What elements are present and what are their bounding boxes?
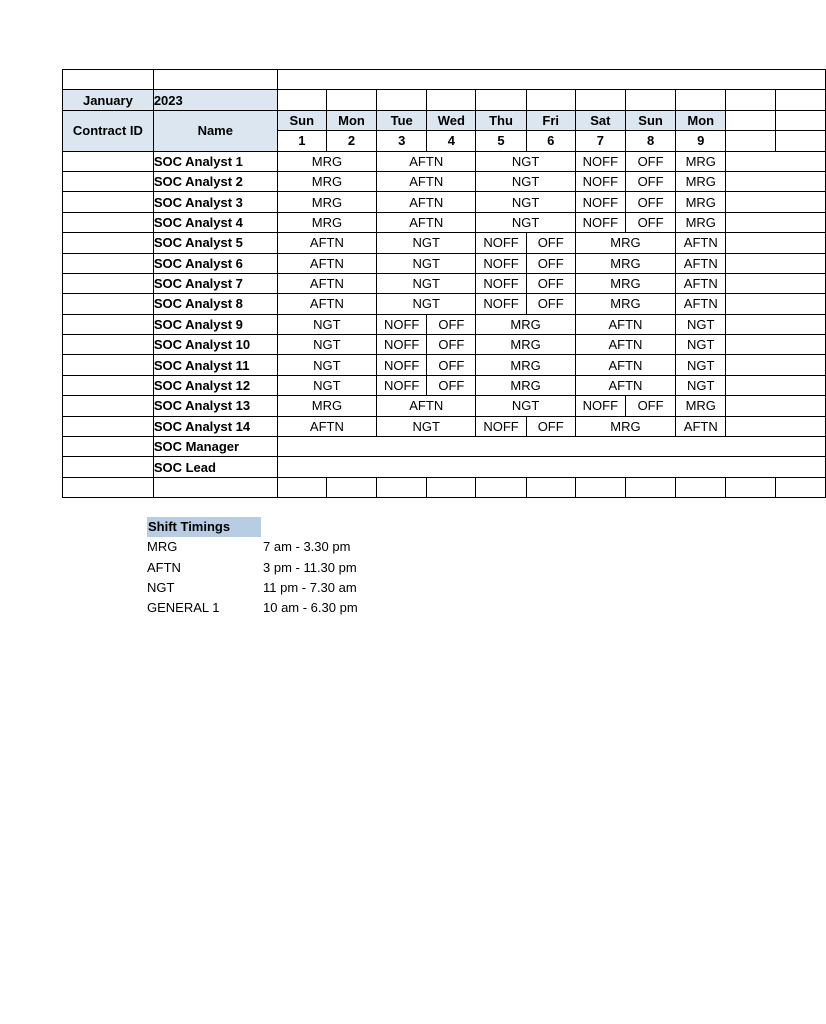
shift-cell: NOFF <box>575 212 625 232</box>
shift-code: MRG <box>147 539 178 555</box>
blank-cell <box>676 90 726 110</box>
shift-cell: NOFF <box>575 192 625 212</box>
blank-cell <box>726 335 826 355</box>
staff-name: SOC Manager <box>153 437 277 457</box>
day-number: 4 <box>427 131 476 151</box>
blank-cell <box>277 70 825 90</box>
contract-id-cell <box>63 375 154 395</box>
staff-row <box>63 212 826 232</box>
shift-cell: MRG <box>575 294 675 314</box>
staff-row <box>63 437 826 457</box>
blank-shift-cell <box>277 437 825 457</box>
blank-cell <box>726 151 826 171</box>
blank-cell <box>726 294 826 314</box>
blank-cell <box>476 477 526 497</box>
blank-cell <box>625 90 675 110</box>
blank-shift-cell <box>277 457 825 477</box>
shift-cell: AFTN <box>676 273 726 293</box>
shift-cell: AFTN <box>377 151 476 171</box>
shift-cell: MRG <box>476 335 575 355</box>
day-number: 2 <box>326 131 376 151</box>
shift-cell: MRG <box>277 212 376 232</box>
blank-cell <box>427 90 476 110</box>
shift-cell: NOFF <box>575 396 625 416</box>
weekday-header: Wed <box>427 110 476 130</box>
shift-cell: NOFF <box>476 294 526 314</box>
shift-cell: MRG <box>575 273 675 293</box>
shift-cell: AFTN <box>676 233 726 253</box>
contract-id-cell <box>63 335 154 355</box>
shift-cell: MRG <box>277 151 376 171</box>
shift-cell: NOFF <box>377 375 427 395</box>
contract-id-cell <box>63 233 154 253</box>
shift-cell: NOFF <box>476 273 526 293</box>
shift-cell: AFTN <box>377 192 476 212</box>
shift-time: 3 pm - 11.30 pm <box>263 559 357 575</box>
shift-cell: MRG <box>676 396 726 416</box>
bottom-blank-row <box>63 477 826 497</box>
day-number: 5 <box>476 131 526 151</box>
shift-cell: MRG <box>676 171 726 191</box>
shift-cell: AFTN <box>277 273 376 293</box>
blank-cell <box>476 90 526 110</box>
blank-cell <box>726 355 826 375</box>
staff-row <box>63 294 826 314</box>
shift-cell: MRG <box>277 396 376 416</box>
blank-cell <box>726 396 826 416</box>
shift-cell: NGT <box>476 192 575 212</box>
blank-cell <box>277 90 326 110</box>
contract-id-cell <box>63 294 154 314</box>
weekday-header: Tue <box>377 110 427 130</box>
top-blank-row <box>63 70 826 90</box>
shift-time: 10 am - 6.30 pm <box>263 600 358 616</box>
shift-cell: AFTN <box>676 253 726 273</box>
shift-cell: AFTN <box>277 416 376 436</box>
staff-row <box>63 314 826 334</box>
staff-name: SOC Analyst 4 <box>153 212 277 232</box>
shift-cell: NGT <box>676 335 726 355</box>
shift-cell: OFF <box>427 375 476 395</box>
staff-row <box>63 335 826 355</box>
shift-cell: AFTN <box>377 171 476 191</box>
shift-cell: OFF <box>526 273 575 293</box>
contract-id-cell <box>63 192 154 212</box>
shift-cell: OFF <box>427 335 476 355</box>
blank-cell <box>726 110 775 130</box>
shift-cell: MRG <box>476 375 575 395</box>
shift-cell: NGT <box>476 151 575 171</box>
staff-row <box>63 355 826 375</box>
staff-name: SOC Analyst 13 <box>153 396 277 416</box>
staff-name: SOC Analyst 14 <box>153 416 277 436</box>
staff-name: SOC Analyst 11 <box>153 355 277 375</box>
shift-cell: NOFF <box>476 233 526 253</box>
weekday-header: Thu <box>476 110 526 130</box>
shift-cell: NGT <box>377 233 476 253</box>
shift-cell: NOFF <box>377 314 427 334</box>
blank-cell <box>63 477 154 497</box>
shift-cell: NGT <box>377 273 476 293</box>
shift-cell: MRG <box>575 416 675 436</box>
shift-time: 11 pm - 7.30 am <box>263 579 357 595</box>
staff-row <box>63 375 826 395</box>
staff-row <box>63 416 826 436</box>
shift-cell: NOFF <box>377 335 427 355</box>
shift-cell: MRG <box>277 171 376 191</box>
roster-table-viewport <box>62 69 718 499</box>
staff-name: SOC Analyst 5 <box>153 233 277 253</box>
blank-cell <box>775 110 825 130</box>
month-row <box>63 90 826 110</box>
staff-row <box>63 253 826 273</box>
contract-id-cell <box>63 253 154 273</box>
blank-cell <box>726 314 826 334</box>
day-number: 7 <box>575 131 625 151</box>
day-number: 9 <box>676 131 726 151</box>
shift-cell: MRG <box>575 233 675 253</box>
shift-cell: NGT <box>476 396 575 416</box>
shift-code: AFTN <box>147 559 181 575</box>
contract-id-cell <box>63 273 154 293</box>
shift-timings-title: Shift Timings <box>147 517 261 537</box>
blank-cell <box>575 477 625 497</box>
shift-cell: OFF <box>526 416 575 436</box>
contract-id-cell <box>63 151 154 171</box>
blank-cell <box>726 233 826 253</box>
weekday-header: Fri <box>526 110 575 130</box>
shift-code: GENERAL 1 <box>147 600 220 616</box>
blank-cell <box>726 171 826 191</box>
weekday-header: Mon <box>676 110 726 130</box>
contract-id-cell <box>63 437 154 457</box>
shift-time: 7 am - 3.30 pm <box>263 539 351 555</box>
contract-id-cell <box>63 355 154 375</box>
staff-name: SOC Analyst 7 <box>153 273 277 293</box>
shift-cell: OFF <box>427 314 476 334</box>
shift-cell: AFTN <box>575 355 675 375</box>
staff-name: SOC Analyst 2 <box>153 171 277 191</box>
blank-cell <box>726 192 826 212</box>
staff-row <box>63 151 826 171</box>
shift-cell: NGT <box>676 375 726 395</box>
staff-row <box>63 171 826 191</box>
shift-cell: NGT <box>476 171 575 191</box>
shift-cell: AFTN <box>676 294 726 314</box>
shift-cell: AFTN <box>575 335 675 355</box>
shift-cell: AFTN <box>277 253 376 273</box>
name-header: Name <box>153 110 277 151</box>
day-number: 3 <box>377 131 427 151</box>
shift-cell: AFTN <box>575 375 675 395</box>
shift-cell: OFF <box>625 192 675 212</box>
blank-cell <box>625 477 675 497</box>
day-number: 6 <box>526 131 575 151</box>
shift-cell: AFTN <box>377 212 476 232</box>
blank-cell <box>575 90 625 110</box>
staff-name: SOC Lead <box>153 457 277 477</box>
shift-cell: OFF <box>526 294 575 314</box>
contract-id-cell <box>63 171 154 191</box>
shift-cell: NGT <box>277 314 376 334</box>
staff-name: SOC Analyst 3 <box>153 192 277 212</box>
shift-cell: NGT <box>277 355 376 375</box>
shift-cell: AFTN <box>277 233 376 253</box>
shift-cell: NOFF <box>476 253 526 273</box>
weekday-header: Mon <box>326 110 376 130</box>
roster-table <box>62 69 826 498</box>
shift-cell: AFTN <box>676 416 726 436</box>
shift-cell: NGT <box>476 212 575 232</box>
blank-cell <box>377 90 427 110</box>
shift-cell: MRG <box>277 192 376 212</box>
blank-cell <box>427 477 476 497</box>
weekday-row <box>63 110 826 130</box>
contract-id-header: Contract ID <box>63 110 154 151</box>
shift-cell: OFF <box>625 171 675 191</box>
contract-id-cell <box>63 314 154 334</box>
staff-name: SOC Analyst 1 <box>153 151 277 171</box>
shift-cell: NOFF <box>377 355 427 375</box>
shift-cell: NGT <box>277 335 376 355</box>
weekday-header: Sun <box>625 110 675 130</box>
blank-cell <box>726 416 826 436</box>
shift-cell: OFF <box>526 253 575 273</box>
blank-cell <box>726 477 775 497</box>
blank-cell <box>377 477 427 497</box>
staff-name: SOC Analyst 12 <box>153 375 277 395</box>
day-number: 1 <box>277 131 326 151</box>
shift-cell: AFTN <box>277 294 376 314</box>
contract-id-cell <box>63 396 154 416</box>
shift-cell: OFF <box>526 233 575 253</box>
blank-cell <box>726 90 775 110</box>
blank-cell <box>726 375 826 395</box>
blank-cell <box>726 253 826 273</box>
blank-cell <box>526 90 575 110</box>
shift-code: NGT <box>147 579 175 595</box>
contract-id-cell <box>63 457 154 477</box>
shift-cell: OFF <box>625 212 675 232</box>
shift-cell: NGT <box>377 294 476 314</box>
contract-id-cell <box>63 416 154 436</box>
shift-cell: NOFF <box>575 171 625 191</box>
shift-cell: NGT <box>676 314 726 334</box>
staff-name: SOC Analyst 9 <box>153 314 277 334</box>
staff-name: SOC Analyst 8 <box>153 294 277 314</box>
shift-cell: MRG <box>676 212 726 232</box>
staff-row <box>63 273 826 293</box>
year-label: 2023 <box>153 90 277 110</box>
shift-cell: OFF <box>625 396 675 416</box>
staff-row <box>63 233 826 253</box>
blank-cell <box>676 477 726 497</box>
shift-cell: NOFF <box>575 151 625 171</box>
staff-name: SOC Analyst 6 <box>153 253 277 273</box>
shift-cell: MRG <box>476 314 575 334</box>
shift-cell: OFF <box>427 355 476 375</box>
staff-row <box>63 192 826 212</box>
staff-name: SOC Analyst 10 <box>153 335 277 355</box>
blank-cell <box>277 477 326 497</box>
blank-cell <box>726 212 826 232</box>
month-label: January <box>63 90 154 110</box>
blank-cell <box>326 477 376 497</box>
weekday-header: Sun <box>277 110 326 130</box>
shift-cell: MRG <box>476 355 575 375</box>
blank-cell <box>326 90 376 110</box>
blank-cell <box>775 477 825 497</box>
shift-cell: MRG <box>676 151 726 171</box>
blank-cell <box>526 477 575 497</box>
shift-cell: AFTN <box>377 396 476 416</box>
staff-row <box>63 457 826 477</box>
blank-cell <box>153 477 277 497</box>
shift-cell: NOFF <box>476 416 526 436</box>
blank-cell <box>775 131 825 151</box>
shift-cell: NGT <box>377 253 476 273</box>
blank-cell <box>775 90 825 110</box>
shift-cell: NGT <box>277 375 376 395</box>
shift-cell: NGT <box>676 355 726 375</box>
shift-cell: MRG <box>676 192 726 212</box>
blank-cell <box>63 70 154 90</box>
contract-id-cell <box>63 212 154 232</box>
day-number: 8 <box>625 131 675 151</box>
shift-cell: MRG <box>575 253 675 273</box>
shift-cell: OFF <box>625 151 675 171</box>
blank-cell <box>153 70 277 90</box>
blank-cell <box>726 273 826 293</box>
staff-row <box>63 396 826 416</box>
shift-cell: AFTN <box>575 314 675 334</box>
shift-cell: NGT <box>377 416 476 436</box>
blank-cell <box>726 131 775 151</box>
weekday-header: Sat <box>575 110 625 130</box>
